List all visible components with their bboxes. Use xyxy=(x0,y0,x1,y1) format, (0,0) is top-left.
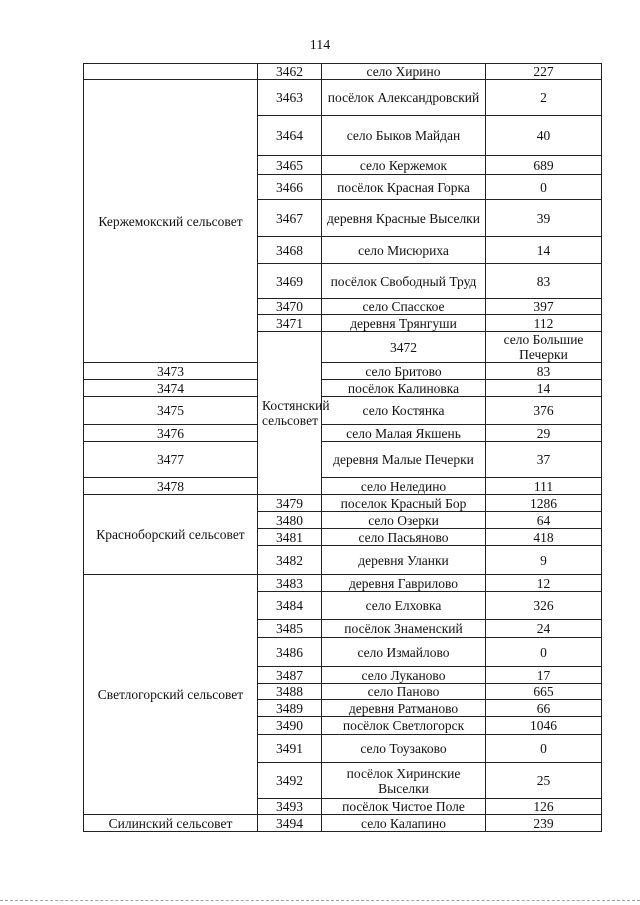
council-cell: Костянский сельсовет xyxy=(258,332,322,495)
settlement-number-cell: 3484 xyxy=(258,592,322,620)
settlement-number-cell: 3465 xyxy=(258,156,322,175)
council-cell: Светлогорский сельсовет xyxy=(84,575,258,815)
settlement-name-cell: село Калапино xyxy=(322,815,486,832)
population-cell: 112 xyxy=(486,315,602,332)
population-cell: 17 xyxy=(486,667,602,684)
population-cell: 665 xyxy=(486,684,602,700)
population-cell: 14 xyxy=(486,380,602,397)
population-cell: 40 xyxy=(486,116,602,156)
settlement-number-cell: 3492 xyxy=(258,763,322,799)
council-cell: Кержемокский сельсовет xyxy=(84,80,258,363)
settlement-name-cell: село Кержемок xyxy=(322,156,486,175)
population-cell: 2 xyxy=(486,80,602,116)
population-cell: 0 xyxy=(486,735,602,763)
settlement-number-cell: 3469 xyxy=(258,264,322,299)
settlement-number-cell: 3475 xyxy=(84,397,258,425)
settlement-number-cell: 3487 xyxy=(258,667,322,684)
settlement-number-cell: 3463 xyxy=(258,80,322,116)
population-cell: 37 xyxy=(486,442,602,478)
settlement-name-cell: село Луканово xyxy=(322,667,486,684)
settlement-name-cell: посёлок Светлогорск xyxy=(322,717,486,735)
settlement-name-cell: деревня Уланки xyxy=(322,546,486,575)
settlement-number-cell: 3467 xyxy=(258,200,322,237)
settlement-name-cell: посёлок Свободный Труд xyxy=(322,264,486,299)
settlement-name-cell: посёлок Знаменский xyxy=(322,620,486,638)
table-row xyxy=(84,397,602,425)
settlement-number-cell: 3468 xyxy=(258,237,322,264)
population-cell: 0 xyxy=(486,175,602,200)
population-cell: 66 xyxy=(486,700,602,717)
scan-edge-artifact xyxy=(0,898,640,901)
settlement-number-cell: 3477 xyxy=(84,442,258,478)
settlement-name-cell: посёлок Красная Горка xyxy=(322,175,486,200)
table-row xyxy=(84,442,602,478)
table-row xyxy=(84,64,602,80)
settlement-number-cell: 3462 xyxy=(258,64,322,80)
settlement-name-cell: село Спасское xyxy=(322,299,486,315)
settlement-number-cell: 3474 xyxy=(84,380,258,397)
settlement-name-cell: деревня Ратманово xyxy=(322,700,486,717)
settlement-number-cell: 3473 xyxy=(84,363,258,380)
population-cell: 326 xyxy=(486,592,602,620)
council-cell: Силинский сельсовет xyxy=(84,815,258,832)
settlement-number-cell: 3464 xyxy=(258,116,322,156)
settlement-name-cell: деревня Красные Выселки xyxy=(322,200,486,237)
settlement-name-cell: посёлок Александровский xyxy=(322,80,486,116)
settlement-name-cell: село Большие Печерки xyxy=(486,332,602,363)
table-row xyxy=(84,815,602,832)
settlement-name-cell: село Тоузаково xyxy=(322,735,486,763)
settlement-name-cell: село Пасьяново xyxy=(322,529,486,546)
settlement-name-cell: деревня Гаврилово xyxy=(322,575,486,592)
council-cell xyxy=(84,64,258,80)
settlement-number-cell: 3491 xyxy=(258,735,322,763)
settlement-number-cell: 3488 xyxy=(258,684,322,700)
settlement-number-cell: 3479 xyxy=(258,495,322,512)
population-cell: 39 xyxy=(486,200,602,237)
settlement-number-cell: 3476 xyxy=(84,425,258,442)
settlement-name-cell: село Паново xyxy=(322,684,486,700)
population-cell: 418 xyxy=(486,529,602,546)
settlement-number-cell: 3472 xyxy=(322,332,486,363)
settlement-number-cell: 3466 xyxy=(258,175,322,200)
settlement-name-cell: село Неледино xyxy=(322,478,486,495)
settlement-number-cell: 3481 xyxy=(258,529,322,546)
population-cell: 14 xyxy=(486,237,602,264)
settlement-name-cell: село Озерки xyxy=(322,512,486,529)
settlements-table xyxy=(83,63,602,832)
table-row xyxy=(84,363,602,380)
settlement-name-cell: село Быков Майдан xyxy=(322,116,486,156)
population-cell: 29 xyxy=(486,425,602,442)
population-cell: 239 xyxy=(486,815,602,832)
settlement-name-cell: село Измайлово xyxy=(322,638,486,667)
settlement-name-cell: посёлок Хиринские Выселки xyxy=(322,763,486,799)
settlement-name-cell: село Малая Якшень xyxy=(322,425,486,442)
settlement-number-cell: 3493 xyxy=(258,799,322,815)
table-row xyxy=(84,425,602,442)
settlement-name-cell: село Бритово xyxy=(322,363,486,380)
table-row xyxy=(84,478,602,495)
settlement-number-cell: 3485 xyxy=(258,620,322,638)
population-cell: 1046 xyxy=(486,717,602,735)
population-cell: 25 xyxy=(486,763,602,799)
settlement-number-cell: 3486 xyxy=(258,638,322,667)
settlement-number-cell: 3471 xyxy=(258,315,322,332)
table-row xyxy=(84,575,602,592)
council-cell: Красноборский сельсовет xyxy=(84,495,258,575)
settlement-number-cell: 3489 xyxy=(258,700,322,717)
settlement-name-cell: поселок Красный Бор xyxy=(322,495,486,512)
settlement-name-cell: село Хирино xyxy=(322,64,486,80)
population-cell: 12 xyxy=(486,575,602,592)
population-cell: 83 xyxy=(486,363,602,380)
settlement-name-cell: село Мисюриха xyxy=(322,237,486,264)
table-row xyxy=(84,495,602,512)
population-cell: 64 xyxy=(486,512,602,529)
population-cell: 689 xyxy=(486,156,602,175)
page-number: 114 xyxy=(309,38,331,53)
settlement-name-cell: посёлок Чистое Поле xyxy=(322,799,486,815)
settlement-number-cell: 3483 xyxy=(258,575,322,592)
population-cell: 397 xyxy=(486,299,602,315)
table-row xyxy=(84,380,602,397)
settlements-table-body xyxy=(84,64,602,832)
settlement-name-cell: посёлок Калиновка xyxy=(322,380,486,397)
population-cell: 126 xyxy=(486,799,602,815)
population-cell: 9 xyxy=(486,546,602,575)
settlement-number-cell: 3470 xyxy=(258,299,322,315)
population-cell: 1286 xyxy=(486,495,602,512)
settlement-name-cell: деревня Малые Печерки xyxy=(322,442,486,478)
population-cell: 24 xyxy=(486,620,602,638)
settlement-number-cell: 3494 xyxy=(258,815,322,832)
settlement-name-cell: село Костянка xyxy=(322,397,486,425)
population-cell: 227 xyxy=(486,64,602,80)
table-row xyxy=(84,80,602,116)
settlement-number-cell: 3482 xyxy=(258,546,322,575)
population-cell: 376 xyxy=(486,397,602,425)
settlement-number-cell: 3480 xyxy=(258,512,322,529)
settlement-name-cell: село Елховка xyxy=(322,592,486,620)
population-cell: 83 xyxy=(486,264,602,299)
settlement-number-cell: 3490 xyxy=(258,717,322,735)
population-cell: 111 xyxy=(486,478,602,495)
settlement-name-cell: деревня Трянгуши xyxy=(322,315,486,332)
population-cell: 0 xyxy=(486,638,602,667)
settlement-number-cell: 3478 xyxy=(84,478,258,495)
